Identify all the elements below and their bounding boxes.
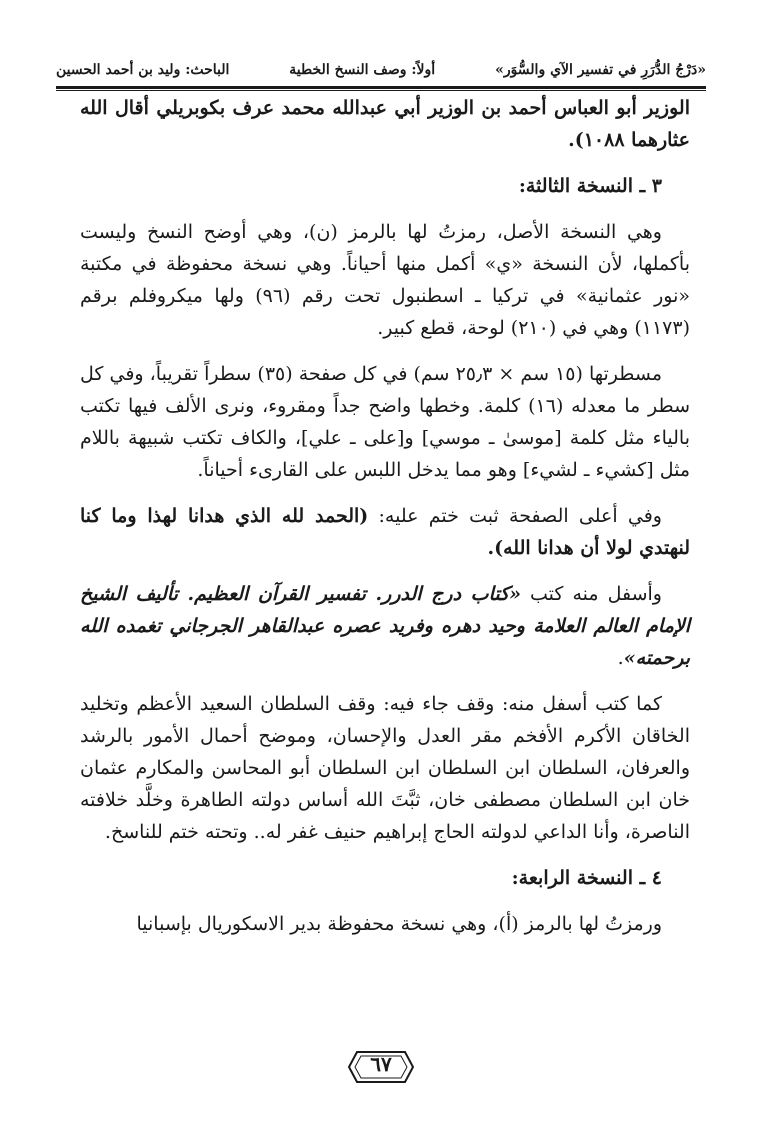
heading-third-copy: ٣ ـ النسخة الثالثة: (518, 175, 662, 197)
paragraph-title-note (80, 578, 690, 674)
page-number: ٦٧ (370, 1052, 392, 1076)
paragraph-ruling: مسطرتها (١٥ سم × ٢٥٫٣ سم) في كل صفحة (٣٥) سطراً تقريباً، وفي كل سطر ما معدله (١٦) كلمة. وخطها واضح جداً ومقروء، ونرى الألف فيها تكتب بالياء مثل كلمة [موسىٰ ـ موسي] و[على ـ علي]، والكاف تكتب شبيهة باللام مثل [كشيء ـ لشيء] وهو مما يدخل اللبس على القارىء أحياناً. (80, 363, 690, 481)
header-researcher: الباحث: وليد بن أحمد الحسين (56, 62, 230, 78)
header-rule-thin (56, 90, 706, 91)
header-section-title: أولاً: وصف النسخ الخطية (289, 62, 436, 78)
paragraph-third-copy-desc: وهي النسخة الأصل، رمزتُ لها بالرمز (ن)، وهي أوضح النسخ وليست بأكملها، لأن النسخة «ي» أكمل منها أحياناً. وهي نسخة محفوظة في مكتبة «نور عثمانية» في تركيا ـ اسطنبول تحت رقم (٩٦) ولها ميكروفلم برقم (١١٧٣) وهي في (٢١٠) لوحة، قطع كبير. (80, 221, 690, 339)
header-rule (56, 86, 706, 89)
heading-fourth-copy: ٤ ـ النسخة الرابعة: (511, 867, 662, 889)
title-note-lead: وأسفل منه كتب (521, 583, 662, 605)
paragraph-fourth-copy-desc: ورمزتُ لها بالرمز (أ)، وهي نسخة محفوظة بدير الاسكوريال بإسبانيا (136, 913, 662, 935)
seal-quote: (الحمد لله الذي هدانا لهذا وما كنا لنهتدي لولا أن هدانا الله). (80, 505, 690, 559)
title-note-quote: «كتاب درج الدرر. تفسير القرآن العظيم. تأليف الشيخ الإمام العالم العلامة وحيد دهره وفريد عصره عبدالقاهر الجرجاني تغمده الله برحمته» (80, 583, 690, 669)
page-body (80, 92, 690, 954)
paragraph-seal (80, 500, 690, 564)
seal-lead: وفي أعلى الصفحة ثبت ختم عليه: (368, 505, 662, 527)
running-header (56, 58, 706, 82)
paragraph-vizier: الوزير أبو العباس أحمد بن الوزير أبي عبدالله محمد عرف بكوبريلي أقال الله عثارهما ١٠٨٨). (80, 97, 690, 151)
title-note-tail: . (617, 647, 624, 669)
page-number-ornament (347, 1048, 415, 1086)
header-book-title: «دَرْجُ الدُّرَرِ في تفسير الآي والسُّوَر» (495, 62, 706, 78)
paragraph-waqf: كما كتب أسفل منه: وقف جاء فيه: وقف السلطان السعيد الأعظم وتخليد الخاقان الأكرم الأفخم مقر العدل والإحسان، وموضح أحمال الأمور بالرشد والعرفان، السلطان ابن السلطان ابن السلطان أبو المحاسن والمكارم عثمان خان ابن السلطان مصطفى خان، ثبَّتَ الله أساس دولته الطاهرة وخلَّد خلافته الناصرة، وأنا الداعي لدولته الحاج إبراهيم حنيف غفر له.. وتحته ختم للناسخ. (80, 693, 690, 843)
